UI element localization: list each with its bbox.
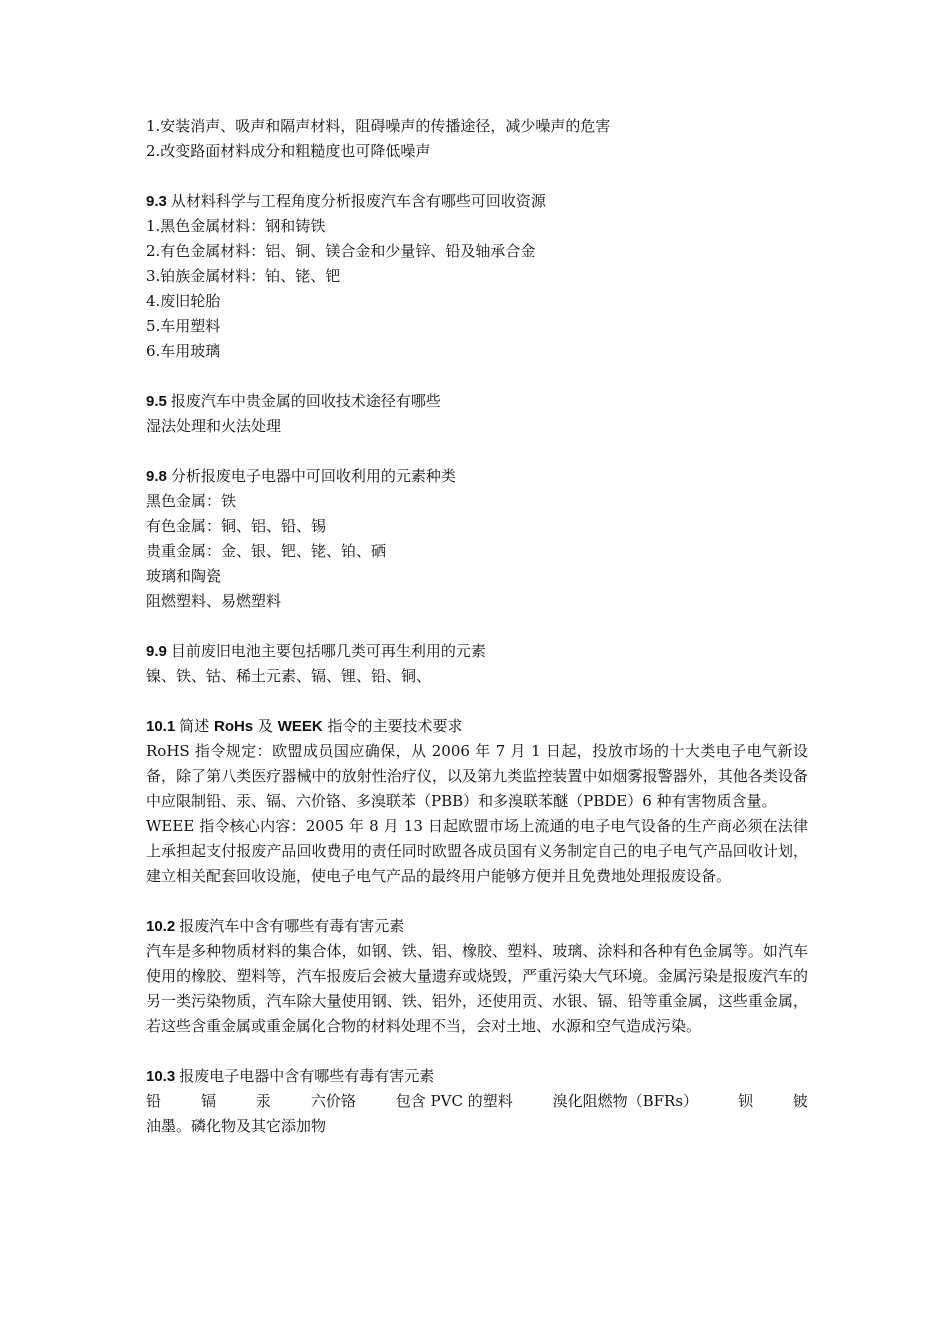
- question-title-part: 简述: [179, 717, 214, 735]
- list-item: 2.有色金属材料：铝、铜、镁合金和少量锌、铅及轴承合金: [146, 242, 536, 260]
- toxic-term: 六价铬: [310, 1092, 356, 1110]
- question-number: 10.2: [146, 918, 176, 935]
- question-title: 报废汽车中贵金属的回收技术途径有哪些: [170, 392, 441, 410]
- intro-item-2: 2.改变路面材料成分和粗糙度也可降低噪声: [146, 142, 431, 160]
- question-title: 报废汽车中含有哪些有毒有害元素: [179, 917, 405, 935]
- toxic-term: 铅: [146, 1092, 162, 1110]
- answer-paragraph: 汽车是多种物质材料的集合体，如钢、铁、铝、橡胶、塑料、玻璃、涂料和各种有色金属等。如汽车使用的橡胶、塑料等，汽车报废后会被大量遗弃或烧毁，严重污染大气环境。金属污染是报废汽车的另一类污染物质，汽车除大量使用钢、铁、铝外，还使用贡、水银、镉、铅等重金属，这些重金属，若这些含重金属或重金属化合物的材料处理不当，会对土地、水源和空气造成污染。: [146, 942, 808, 1035]
- document-page: [146, 114, 808, 1139]
- question-number: 9.3: [146, 193, 167, 210]
- section-9-9: [146, 639, 808, 689]
- question-heading: [146, 389, 808, 414]
- question-title: 分析报废电子电器中可回收利用的元素种类: [170, 467, 456, 485]
- toxic-term: 钡: [737, 1092, 753, 1110]
- question-title-term: RoHs: [213, 718, 254, 735]
- question-number: 9.5: [146, 393, 167, 410]
- question-title-part: 及: [253, 717, 278, 735]
- answer-text: 湿法处理和火法处理: [146, 417, 282, 435]
- question-title: 目前废旧电池主要包括哪几类可再生利用的元素: [170, 642, 486, 660]
- section-9-5: [146, 389, 808, 439]
- question-heading: [146, 639, 808, 664]
- question-heading: [146, 714, 808, 739]
- list-item: 阻燃塑料、易燃塑料: [146, 592, 282, 610]
- question-title: 报废电子电器中含有哪些有毒有害元素: [179, 1067, 435, 1085]
- question-number: 9.9: [146, 643, 167, 660]
- question-number: 10.3: [146, 1068, 176, 1085]
- list-item: 有色金属：铜、铝、铅、锡: [146, 517, 327, 535]
- list-item: 黑色金属：铁: [146, 492, 237, 510]
- list-item: 玻璃和陶瓷: [146, 567, 222, 585]
- list-item: 5.车用塑料: [146, 317, 221, 335]
- list-item: 1.黑色金属材料：钢和铸铁: [146, 217, 326, 235]
- question-title-term: WEEK: [277, 718, 323, 735]
- toxic-term: 包含 PVC 的塑料: [395, 1092, 513, 1110]
- toxic-term: 汞: [255, 1092, 271, 1110]
- toxic-terms-row: [146, 1089, 808, 1114]
- question-heading: [146, 189, 808, 214]
- section-10-3: [146, 1064, 808, 1139]
- question-number: 10.1: [146, 718, 176, 735]
- question-title: 从材料科学与工程角度分析报废汽车含有哪些可回收资源: [170, 192, 546, 210]
- question-heading: [146, 1064, 808, 1089]
- question-number: 9.8: [146, 468, 167, 485]
- question-heading: [146, 914, 808, 939]
- toxic-term: 溴化阻燃物（BFRs）: [552, 1092, 699, 1110]
- section-9-8: [146, 464, 808, 614]
- answer-text: 镍、铁、钴、稀土元素、镉、锂、铅、铜、: [146, 667, 432, 685]
- toxic-term: 铍: [792, 1092, 808, 1110]
- section-10-1: [146, 714, 808, 889]
- answer-paragraph-weee: WEEE 指令核心内容：2005 年 8 月 13 日起欧盟市场上流通的电子电气设备的生产商必须在法律上承担起支付报废产品回收费用的责任同时欧盟各成员国有义务制定自己的电子电气产品回收计划，建立相关配套回收设施，使电子电气产品的最终用户能够方便并且免费地处理报废设备。: [146, 817, 808, 885]
- intro-item-1: 1.安装消声、吸声和隔声材料，阻碍噪声的传播途径，减少噪声的危害: [146, 117, 611, 135]
- list-item: 贵重金属：金、银、钯、铑、铂、硒: [146, 542, 387, 560]
- question-heading: [146, 464, 808, 489]
- list-item: 3.铂族金属材料：铂、铑、钯: [146, 267, 341, 285]
- answer-text: 油墨。磷化物及其它添加物: [146, 1117, 327, 1135]
- toxic-term: 镉: [200, 1092, 216, 1110]
- list-item: 6.车用玻璃: [146, 342, 221, 360]
- list-item: 4.废旧轮胎: [146, 292, 221, 310]
- question-title-part: 指令的主要技术要求: [322, 717, 463, 735]
- section-9-3: [146, 189, 808, 364]
- answer-paragraph-rohs: RoHS 指令规定：欧盟成员国应确保，从 2006 年 7 月 1 日起，投放市场的十大类电子电气新设备，除了第八类医疗器械中的放射性治疗仪，以及第九类监控装置中如烟雾报警器外，其他各类设备中应限制铅、汞、镉、六价铬、多溴联苯（PBB）和多溴联苯醚（PBDE）6 种有害物质含量。: [146, 742, 808, 810]
- section-10-2: [146, 914, 808, 1039]
